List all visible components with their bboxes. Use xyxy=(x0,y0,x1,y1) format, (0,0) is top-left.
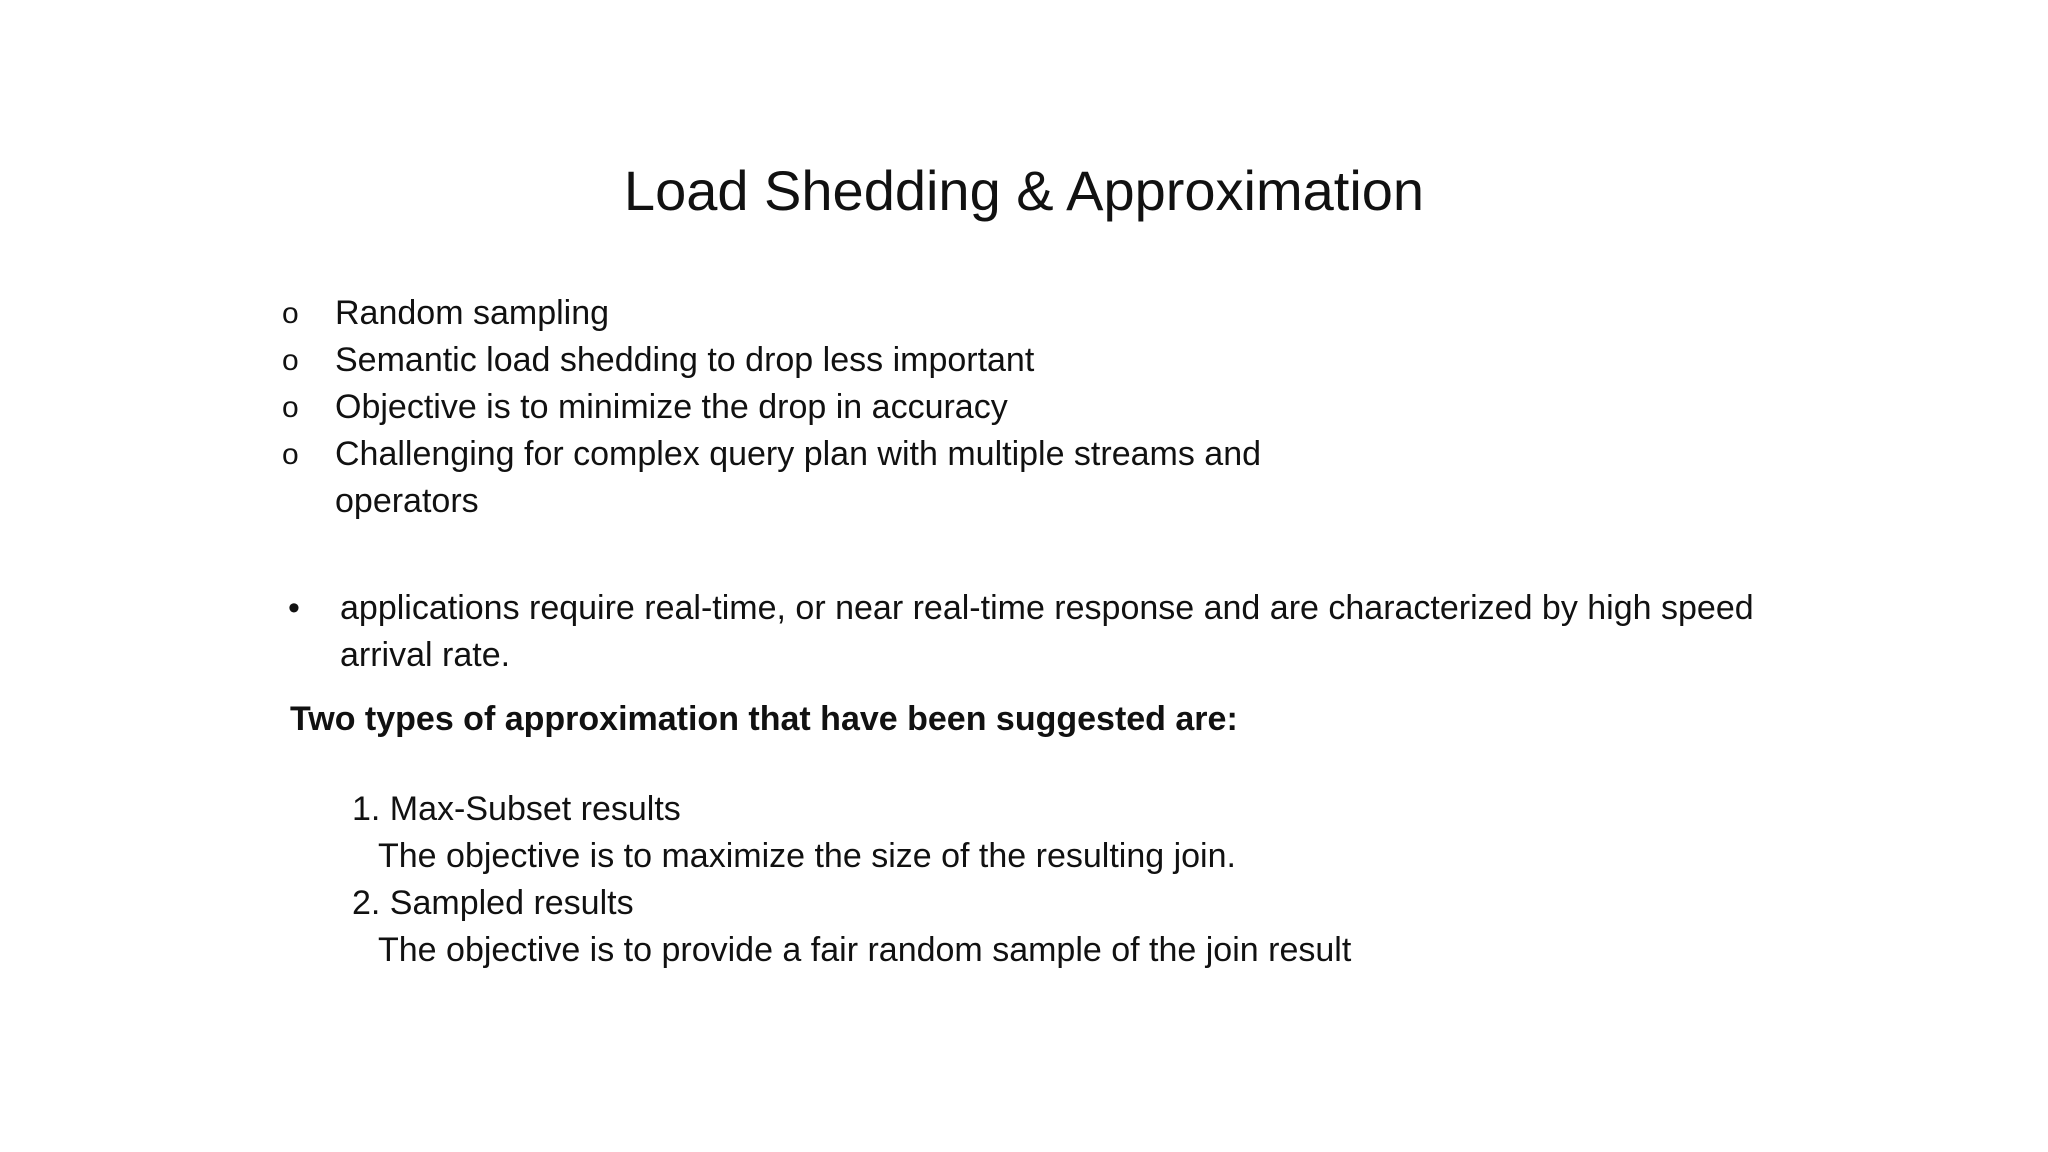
slide-title: Load Shedding & Approximation xyxy=(623,159,1425,222)
list-item-text: Challenging for complex query plan with multiple streams and operators xyxy=(335,435,1262,520)
numbered-item-label: 2. Sampled results xyxy=(352,884,634,922)
list-item xyxy=(282,384,1335,431)
circle-bullet-list xyxy=(282,290,1335,525)
numbered-item-description: The objective is to provide a fair random sample of the join result xyxy=(378,931,1352,969)
circle-bullet-icon: o xyxy=(282,391,299,424)
list-item xyxy=(282,337,1335,384)
bullet-icon: • xyxy=(288,589,300,627)
approximation-heading: Two types of approximation that have been suggested are: xyxy=(290,700,1238,738)
numbered-item-description: The objective is to maximize the size of the resulting join. xyxy=(378,837,1236,875)
list-item xyxy=(282,290,1335,337)
list-item-text: Semantic load shedding to drop less important xyxy=(335,341,1035,379)
numbered-item-label: 1. Max-Subset results xyxy=(352,790,681,828)
list-item xyxy=(282,431,1335,525)
list-item xyxy=(352,786,1351,880)
numbered-list xyxy=(352,786,1351,974)
list-item-text: Random sampling xyxy=(335,294,610,332)
circle-bullet-icon: o xyxy=(282,344,299,377)
list-item xyxy=(352,880,1351,974)
circle-bullet-icon: o xyxy=(282,438,299,471)
bullet-text: applications require real-time, or near real-time response and are characterized by high speed arrival rate. xyxy=(340,589,1754,674)
list-item-text: Objective is to minimize the drop in accuracy xyxy=(335,388,1008,426)
bullet-item xyxy=(288,585,1770,679)
circle-bullet-icon: o xyxy=(282,297,299,330)
